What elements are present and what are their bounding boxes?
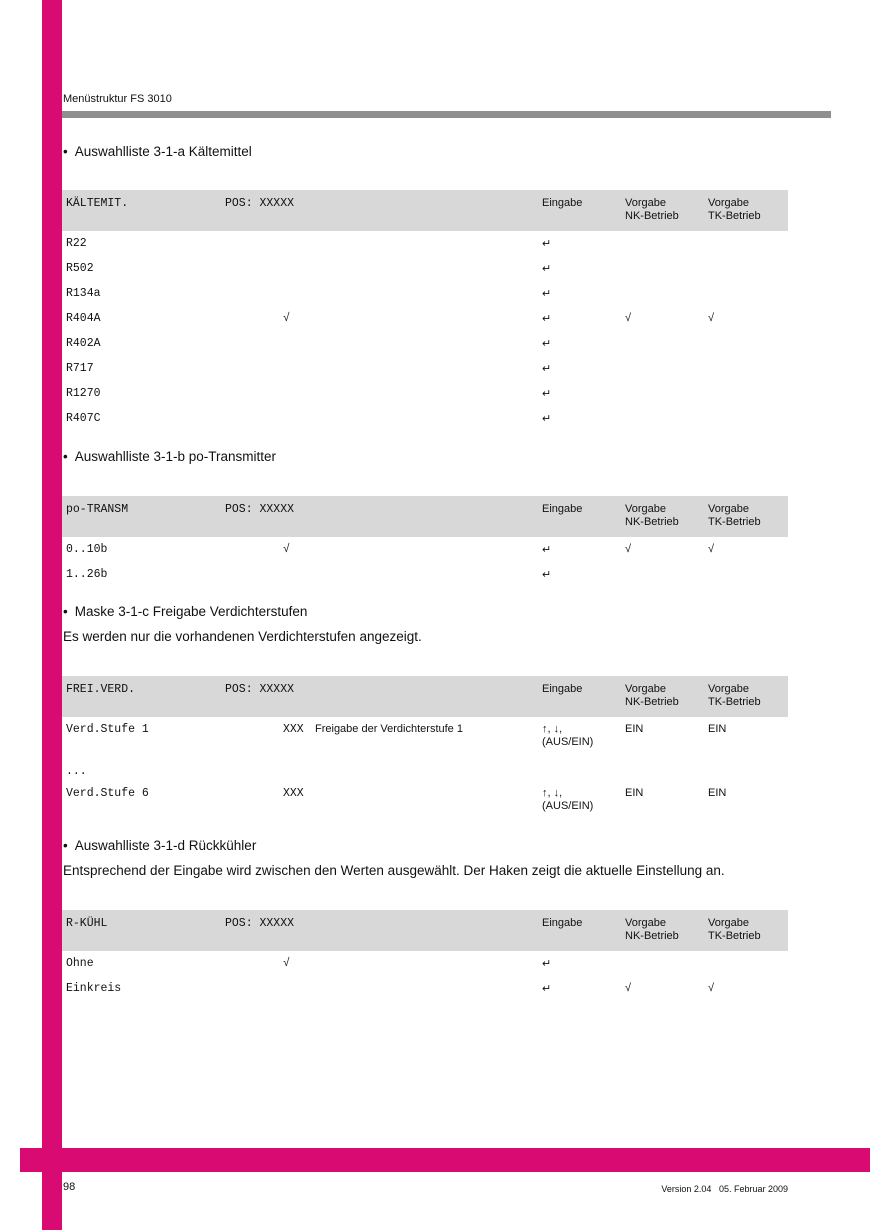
row-value: XXX xyxy=(283,787,304,800)
row-eingabe: ↑, ↓, (AUS/EIN) xyxy=(542,723,594,748)
row-value: XXX xyxy=(283,723,304,736)
row-vorgabe-tk: EIN xyxy=(708,723,727,735)
table-3-1-b-po-transmitter xyxy=(62,496,788,587)
row-check: √ xyxy=(283,312,290,325)
table-3-1-c-frei-verd xyxy=(62,676,788,823)
header-title: Menüstruktur FS 3010 xyxy=(63,93,172,105)
table-row xyxy=(62,951,788,976)
row-name: ... xyxy=(66,765,87,778)
row-check: √ xyxy=(283,543,290,556)
row-vorgabe-nk: √ xyxy=(625,982,632,994)
section-heading-3-1-a xyxy=(63,144,252,159)
table-header xyxy=(62,496,788,537)
section-note: Entsprechend der Eingabe wird zwischen den Werten ausgewählt. Der Haken zeigt die aktuelle Einstellung an. xyxy=(63,863,725,878)
row-eingabe: ↵ xyxy=(542,388,552,400)
bullet: • xyxy=(63,838,68,853)
row-name: R134a xyxy=(66,287,101,300)
table-3-1-a-kaeltemittel xyxy=(62,190,788,431)
table-row xyxy=(62,331,788,356)
left-accent-bar xyxy=(42,0,62,1230)
table-row xyxy=(62,231,788,256)
row-desc: Freigabe der Verdichterstufe 1 xyxy=(315,723,463,735)
row-eingabe: ↑, ↓, (AUS/EIN) xyxy=(542,787,594,812)
col-eingabe: Eingabe xyxy=(542,503,583,515)
row-vorgabe-tk: √ xyxy=(708,982,715,994)
row-eingabe: ↵ xyxy=(542,313,552,325)
col-vorgabe-tk: Vorgabe TK-Betrieb xyxy=(708,197,761,222)
table-header xyxy=(62,190,788,231)
table-title: FREI.VERD. xyxy=(66,683,136,696)
col-vorgabe-nk: Vorgabe NK-Betrieb xyxy=(625,917,679,942)
row-name: R502 xyxy=(66,262,94,275)
row-name: Einkreis xyxy=(66,982,122,995)
section-heading-text: Auswahlliste 3-1-a Kältemittel xyxy=(74,144,252,159)
table-pos-label: POS: XXXXX xyxy=(225,683,295,696)
bottom-accent-bar xyxy=(20,1148,870,1172)
table-row xyxy=(62,781,788,823)
section-heading-3-1-c xyxy=(63,604,307,619)
row-check: √ xyxy=(283,957,290,970)
table-header xyxy=(62,910,788,951)
row-vorgabe-tk: √ xyxy=(708,543,715,555)
col-vorgabe-tk: Vorgabe TK-Betrieb xyxy=(708,917,761,942)
bullet: • xyxy=(63,144,68,159)
footer-page-number: 98 xyxy=(63,1181,76,1193)
row-name: R1270 xyxy=(66,387,101,400)
col-eingabe: Eingabe xyxy=(542,917,583,929)
col-eingabe: Eingabe xyxy=(542,197,583,209)
row-eingabe: ↵ xyxy=(542,238,552,250)
row-eingabe: ↵ xyxy=(542,288,552,300)
section-heading-3-1-b xyxy=(63,449,276,464)
col-vorgabe-tk: Vorgabe TK-Betrieb xyxy=(708,503,761,528)
row-vorgabe-nk: √ xyxy=(625,312,632,324)
row-vorgabe-nk: √ xyxy=(625,543,632,555)
row-vorgabe-tk: √ xyxy=(708,312,715,324)
footer-version: Version 2.04 05. Februar 2009 xyxy=(661,1184,788,1194)
table-title: KÄLTEMIT. xyxy=(66,197,129,210)
header-rule xyxy=(62,111,831,118)
section-heading-text: Auswahlliste 3-1-d Rückkühler xyxy=(74,838,257,853)
row-name: 0..10b xyxy=(66,543,108,556)
table-title: po-TRANSM xyxy=(66,503,129,516)
col-vorgabe-nk: Vorgabe NK-Betrieb xyxy=(625,197,679,222)
row-vorgabe-nk: EIN xyxy=(625,723,644,735)
row-name: Verd.Stufe 6 xyxy=(66,787,149,800)
col-vorgabe-tk: Vorgabe TK-Betrieb xyxy=(708,683,761,708)
table-pos-label: POS: XXXXX xyxy=(225,197,295,210)
row-eingabe: ↵ xyxy=(542,983,552,995)
row-name: R717 xyxy=(66,362,94,375)
row-name: R22 xyxy=(66,237,87,250)
row-name: Verd.Stufe 1 xyxy=(66,723,149,736)
table-pos-label: POS: XXXXX xyxy=(225,503,295,516)
table-3-1-d-rueckkuehler xyxy=(62,910,788,1001)
row-eingabe: ↵ xyxy=(542,544,552,556)
table-row xyxy=(62,717,788,759)
section-heading-3-1-d xyxy=(63,838,256,853)
row-name: R404A xyxy=(66,312,101,325)
table-pos-label: POS: XXXXX xyxy=(225,917,295,930)
row-name: Ohne xyxy=(66,957,94,970)
row-vorgabe-nk: EIN xyxy=(625,787,644,799)
table-row xyxy=(62,356,788,381)
row-eingabe: ↵ xyxy=(542,413,552,425)
table-row xyxy=(62,381,788,406)
row-eingabe: ↵ xyxy=(542,338,552,350)
bullet: • xyxy=(63,604,68,619)
table-row xyxy=(62,306,788,331)
row-eingabe: ↵ xyxy=(542,263,552,275)
row-vorgabe-tk: EIN xyxy=(708,787,727,799)
section-heading-text: Auswahlliste 3-1-b po-Transmitter xyxy=(74,449,277,464)
row-eingabe: ↵ xyxy=(542,958,552,970)
row-name: R402A xyxy=(66,337,101,350)
table-row xyxy=(62,537,788,562)
table-row xyxy=(62,281,788,306)
table-row xyxy=(62,759,788,781)
row-eingabe: ↵ xyxy=(542,569,552,581)
section-heading-text: Maske 3-1-c Freigabe Verdichterstufen xyxy=(74,604,308,619)
col-vorgabe-nk: Vorgabe NK-Betrieb xyxy=(625,503,679,528)
table-title: R-KÜHL xyxy=(66,917,108,930)
table-row xyxy=(62,562,788,587)
bullet: • xyxy=(63,449,68,464)
section-note: Es werden nur die vorhandenen Verdichterstufen angezeigt. xyxy=(63,629,422,644)
table-row xyxy=(62,976,788,1001)
row-name: 1..26b xyxy=(66,568,108,581)
row-eingabe: ↵ xyxy=(542,363,552,375)
table-row xyxy=(62,406,788,431)
row-name: R407C xyxy=(66,412,101,425)
table-header xyxy=(62,676,788,717)
col-vorgabe-nk: Vorgabe NK-Betrieb xyxy=(625,683,679,708)
table-row xyxy=(62,256,788,281)
col-eingabe: Eingabe xyxy=(542,683,583,695)
